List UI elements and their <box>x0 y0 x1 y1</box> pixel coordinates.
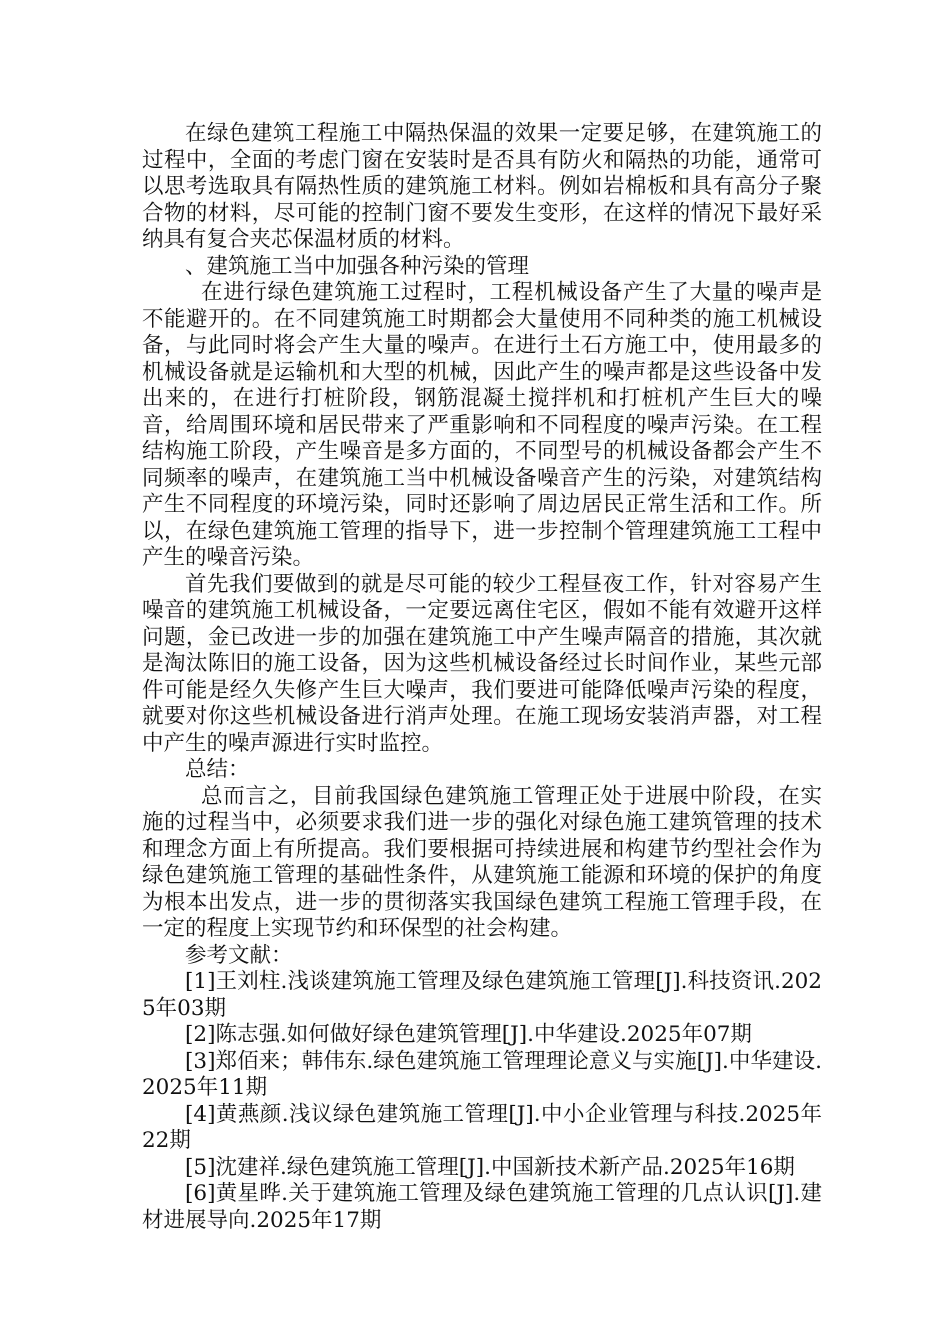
paragraph-noise-measures: 首先我们要做到的就是尽可能的较少工程昼夜工作，针对容易产生噪音的建筑施工机械设备，一定要远离住宅区，假如不能有效避开这样问题，金已改进一步的加强在建筑施工中产生噪声隔音的措施，其次就是淘汰陈旧的施工设备，因为这些机械设备经过长时间作业，某些元部件可能是经久失修产生巨大噪声，我们要进可能降低噪声污染的程度，就要对你这些机械设备进行消声处理。在施工现场安装消声器，对工程中产生的噪声源进行实时监控。 <box>142 571 822 756</box>
reference-item: [2]陈志强.如何做好绿色建筑管理[J].中华建设.2025年07期 <box>185 1022 752 1047</box>
reference-item: [1]王刘柱.浅谈建筑施工管理及绿色建筑施工管理[J].科技资讯.2025年03期 <box>142 969 822 1021</box>
section-heading-pollution: 、建筑施工当中加强各种污染的管理 <box>185 253 530 279</box>
reference-item: [4]黄燕颜.浅议绿色建筑施工管理[J].中小企业管理与科技.2025年22期 <box>142 1101 822 1153</box>
section-heading-references: 参考文献： <box>185 942 293 968</box>
document-body <box>142 121 822 1234</box>
section-heading-summary: 总结： <box>185 757 250 782</box>
reference-item: [6]黄星晔.关于建筑施工管理及绿色建筑施工管理的几点认识[J].建材进展导向.2025年17期 <box>142 1181 822 1233</box>
paragraph-summary: 总而言之，目前我国绿色建筑施工管理正处于进展中阶段，在实施的过程当中，必须要求我们进一步的强化对绿色施工建筑管理的技术和理念方面上有所提高。我们要根据可持续进展和构建节约型社会作为绿色建筑施工管理的基础性条件，从建筑施工能源和环境的保护的角度为根本出发点，进一步的贯彻落实我国绿色建筑工程施工管理手段，在一定的程度上实现节约和环保型的社会构建。 <box>142 783 822 941</box>
reference-item: [3]郑佰来；韩伟东.绿色建筑施工管理理论意义与实施[J].中华建设.2025年11期 <box>142 1048 822 1100</box>
reference-item: [5]沈建祥.绿色建筑施工管理[J].中国新技术新产品.2025年16期 <box>185 1154 795 1180</box>
paragraph-noise: 在进行绿色建筑施工过程时，工程机械设备产生了大量的噪声是不能避开的。在不同建筑施工时期都会大量使用不同种类的施工机械设备，与此同时将会产生大量的噪声。在进行土石方施工中，使用最多的机械设备就是运输机和大型的机械，因此产生的噪声都是这些设备中发出来的，在进行打桩阶段，钢筋混凝土搅拌机和打桩机产生巨大的噪音，给周围环境和居民带来了严重影响和不同程度的噪声污染。在工程结构施工阶段，产生噪音是多方面的，不同型号的机械设备都会产生不同频率的噪声，在建筑施工当中机械设备噪音产生的污染，对建筑结构产生不同程度的环境污染，同时还影响了周边居民正常生活和工作。所以，在绿色建筑施工管理的指导下，进一步控制个管理建筑施工工程中产生的噪音污染。 <box>142 280 822 570</box>
paragraph-insulation: 在绿色建筑工程施工中隔热保温的效果一定要足够，在建筑施工的过程中，全面的考虑门窗在安装时是否具有防火和隔热的功能，通常可以思考选取具有隔热性质的建筑施工材料。例如岩棉板和具有高分子聚合物的材料，尽可能的控制门窗不要发生变形，在这样的情况下最好采纳具有复合夹芯保温材质的材料。 <box>142 121 822 252</box>
